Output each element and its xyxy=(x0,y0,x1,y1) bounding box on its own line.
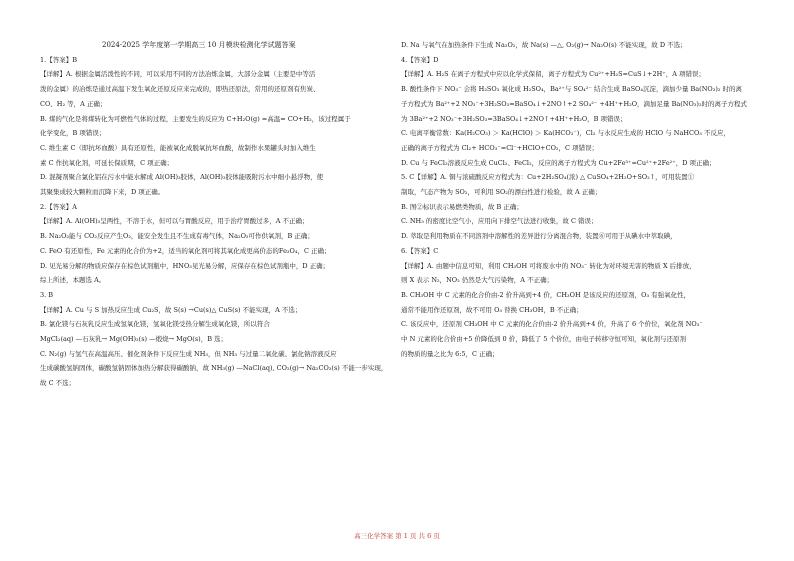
text-line: 为 3Ba²⁺+2 NO₃⁻+3H₂SO₃=3BaSO₄↓+2NO↑+4H⁺+H₂O，B 项错误； xyxy=(401,114,627,123)
text-line: D. Cu 与 FeCl₃溶液反应生成 CuCl₂、FeCl₂，反应的离子方程式为 Cu+2Fe³⁺=Cu²⁺+2Fe²⁺，D 项正确； xyxy=(401,158,716,167)
text-line: C. 该反应中，还原剂 CH₃OH 中 C 元素的化合价由-2 价升高到+4 价，升高了 6 个价位，氧化剂 NO₃⁻ xyxy=(401,320,703,329)
text-line: MgCl₂(aq) —石灰乳→ Mg(OH)₂(s) —煅烧→ MgO(s)，B 选； xyxy=(40,335,228,344)
text-line: 3. B xyxy=(40,290,54,299)
text-line: 泼的金属）的冶炼是通过高温下发生氧化还原反应来完成的，即热还原法，常用的还原剂有焦炭、 xyxy=(40,85,320,94)
text-line: C. 电离平衡常数：Ka(H₂CO₃) ＞ Ka(HClO) ＞ Ka(HCO₃⁻)，Cl₂ 与水反应生成的 HClO 与 NaHCO₃ 不反应， xyxy=(401,129,730,138)
text-line: 子方程式为 Ba²⁺+2 NO₃⁻+3H₂SO₃=BaSO₄↓+2NO↑+2 SO₄²⁻ +4H⁺+H₂O，滴加足量 Ba(NO₃)₂时的离子方程式 xyxy=(401,99,748,108)
text-line: 【详解】A. 由题中信息可知，利用 CH₃OH 可将废水中的 NO₃⁻ 转化为对环境无害的物质 X 后排放， xyxy=(401,261,696,270)
text-line: B. 酸性条件下 NO₃⁻ 会将 H₂SO₃ 氧化成 H₂SO₄，Ba²⁺与 SO₄²⁻ 结合生成 BaSO₄沉淀，滴加少量 Ba(NO₃)₂ 时的离 xyxy=(401,85,743,94)
text-line: 4.【答案】D xyxy=(401,55,439,64)
text-line: 素 C 作抗氧化剂，可延长保质期，C 项正确； xyxy=(40,158,174,167)
text-line: B. Na₂O₂能与 CO₂反应产生O₂，能安全发生且不生成有毒气体，Na₂O₂可作供氧剂，B 正确； xyxy=(40,232,314,241)
right-column xyxy=(401,38,755,361)
text-line: 通常不能用作还原剂，故不可用 O₃ 替换 CH₃OH，B 不正确； xyxy=(401,305,583,314)
text-line: CO、H₂ 等，A 正确； xyxy=(40,99,107,108)
text-line: 则 X 表示 N₂，NO₂ 仍然是大气污染物，A 不正确； xyxy=(401,276,554,285)
text-line: 【详解】A. Cu 与 S 加热反应生成 Cu₂S，故 S(s) →Cu(s)△ CuS(s) 不能实现，A 不选； xyxy=(40,305,302,314)
text-line: 化学变化，B 项错误； xyxy=(40,129,106,138)
text-line: 的物质的量之比为 6:5，C 正确； xyxy=(401,349,499,358)
text-line: D. 见光易分解的物质应保存在棕色试剂瓶中，HNO₃见光易分解，应保存在棕色试剂瓶中，D 正确； xyxy=(40,261,330,270)
text-line: 正确的离子方程式为 Cl₂+ HCO₃⁻=Cl⁻+HClO+CO₂，C 项错误； xyxy=(401,143,599,152)
text-line: 综上所述，本题选 A。 xyxy=(40,276,106,285)
text-line: B. CH₃OH 中 C 元素的化合价由-2 价升高到+4 价，CH₃OH 是该反应的还原剂，O₃ 有强氧化性， xyxy=(401,290,691,299)
text-line: B. 图②标识表示易燃类物质，故 B 正确； xyxy=(401,202,523,211)
text-line: 2.【答案】A xyxy=(40,202,77,211)
text-line: 其聚集成较大颗粒而沉降下来，D 项正确。 xyxy=(40,188,165,197)
text-line: 生成碳酸氢钠固体，碳酸氢钠固体加热分解获得碳酸钠，故 NH₃(g) —NaCl(aq), CO₂(g)→ Na₂CO₃(s) 不能一步实现， xyxy=(40,364,388,373)
text-line: 【详解】A. 根据金属活泼性的不同，可以采用不同的方法冶炼金属，大部分金属（主要是中等活 xyxy=(40,70,316,79)
text-line: 6.【答案】C xyxy=(401,246,439,255)
page-footer: 高三化学答案 第 1 页 共 6 页 xyxy=(354,532,440,540)
text-line: 中 N 元素的化合价由+5 价降低到 0 价，降低了 5 个价位，由电子转移守恒可知，氧化剂与还原剂 xyxy=(401,335,687,344)
text-line: 故 C 不选； xyxy=(40,379,76,388)
text-line: B. 氯化镁与石灰乳反应生成氢氧化镁，氢氧化镁受热分解生成氧化镁，所以符合 xyxy=(40,320,270,329)
left-column xyxy=(40,38,390,391)
text-line: 【详解】A. Al(OH)₃呈两性，不溶于水，但可以与胃酸反应，用于治疗胃酸过多，A 不正确； xyxy=(40,217,309,226)
text-line: 1.【答案】B xyxy=(40,55,77,64)
text-line: D. 萃取是利用物质在不同溶剂中溶解性的差异进行分离混合物，装置⑥可用于从碘水中萃取碘， xyxy=(401,232,677,241)
text-line: D. Na 与氧气在加热条件下生成 Na₂O₂，故 Na(s) —△, O₂(g)→ Na₂O(s) 不能实现，故 D 不选； xyxy=(401,41,687,49)
text-line: 【详解】A. H₂S 在离子方程式中应以化学式保留，离子方程式为 Cu²⁺+H₂S=CuS↓+2H⁺，A 项错误； xyxy=(401,70,706,79)
text-line: C. N₂(g) 与氢气在高温高压、催化剂条件下反应生成 NH₃，但 NH₃ 与过量二氧化碳、氯化钠溶液反应 xyxy=(40,349,337,358)
text-line: C. NH₃ 的密度比空气小，应用向下排空气法进行收集，故 C 错误； xyxy=(401,217,598,226)
text-line: 制取，气态产物为 SO₂，可利用 SO₂的漂白性进行检验，故 A 正确； xyxy=(401,188,602,197)
text-line: D. 混凝剂聚合氯化铝在污水中能水解成 Al(OH)₃胶体，Al(OH)₃胶体能吸附污水中细小悬浮物，使 xyxy=(40,173,324,182)
text-line: C. 维生素 C（即抗坏血酸）具有还原性，能被氧化成脱氧抗坏血酸，故制作水果罐头时加入维生 xyxy=(40,143,316,152)
text-line: C. FeO 有还原性，Fe 元素的化合价为+2，适当的氧化剂可将其氧化成更高价态的Fe₃O₄，C 正确； xyxy=(40,246,331,255)
page-title: 2024-2025 学年度第一学期高三 10 月模块检测化学试题答案 xyxy=(102,41,296,49)
text-line: B. 煤的气化是将煤转化为可燃性气体的过程，主要发生的反应为 C+H₂O(g) =高温= CO+H₂，该过程属于 xyxy=(40,114,351,123)
text-line: 5. C【详解】A. 铜与浓硫酸反应方程式为：Cu+2H₂SO₄(浓) △ CuSO₄+2H₂O+SO₂↑，可用装置① xyxy=(401,173,695,182)
